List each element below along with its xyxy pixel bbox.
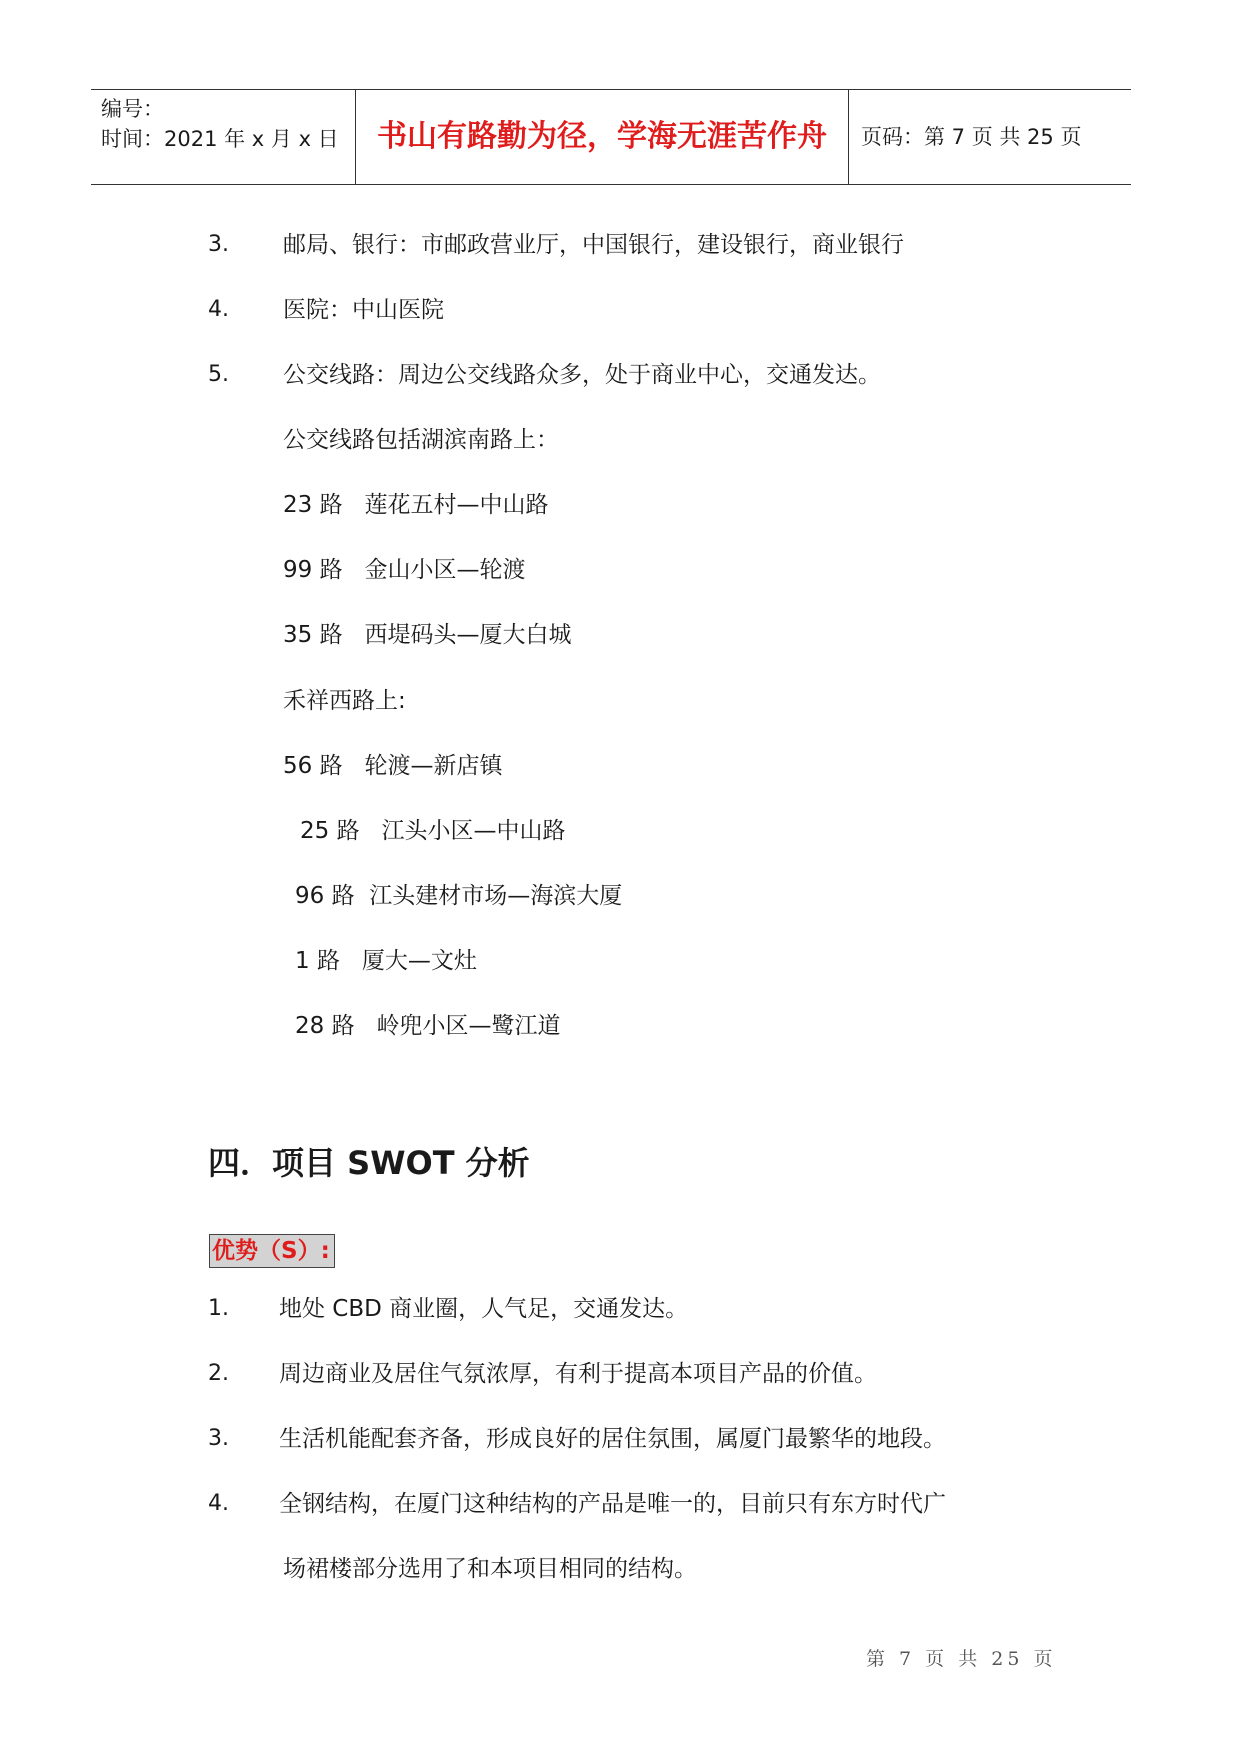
time-label: 时间：2021 年 x 月 x 日: [101, 127, 339, 151]
list-item-continuation: 场裙楼部分选用了和本项目相同的结构。: [283, 1556, 697, 1582]
strengths-label: 优势（S）:: [209, 1234, 335, 1268]
number-label: 编号：: [101, 97, 164, 121]
header-page-info: 页码：第 7 页 共 25 页: [861, 125, 1082, 149]
list-number: 1.: [208, 1296, 229, 1321]
bus-route: 35 路 西堤码头—厦大白城: [283, 622, 572, 648]
list-number: 4.: [208, 1491, 229, 1516]
list-number: 3.: [208, 1426, 229, 1451]
page-footer: 第 7 页 共 25 页: [866, 1648, 1057, 1670]
list-item: 全钢结构，在厦门这种结构的产品是唯一的，目前只有东方时代广: [279, 1491, 946, 1517]
header-motto: 书山有路勤为径，学海无涯苦作舟: [377, 119, 827, 154]
bus-route: 96 路 江头建材市场—海滨大厦: [295, 883, 623, 909]
bus-route: 23 路 莲花五村—中山路: [283, 492, 549, 518]
bus-route: 1 路 厦大—文灶: [295, 948, 477, 974]
header-meta: [101, 94, 339, 154]
bus-route: 56 路 轮渡—新店镇: [283, 753, 503, 779]
section-heading: 四．项目 SWOT 分析: [208, 1144, 530, 1182]
page-header: [91, 89, 1131, 185]
header-divider: [848, 90, 849, 184]
list-item: 周边商业及居住气氛浓厚，有利于提高本项目产品的价值。: [279, 1361, 877, 1387]
list-item: 公交线路：周边公交线路众多，处于商业中心，交通发达。: [283, 362, 881, 388]
list-item: 生活机能配套齐备，形成良好的居住氛围，属厦门最繁华的地段。: [279, 1426, 946, 1452]
list-item: 邮局、银行：市邮政营业厅，中国银行，建设银行，商业银行: [283, 232, 904, 258]
bus-route: 25 路 江头小区—中山路: [300, 818, 566, 844]
bus-route: 28 路 岭兜小区—鹭江道: [295, 1013, 561, 1039]
bus-intro: 公交线路包括湖滨南路上：: [283, 427, 559, 453]
list-number: 3.: [208, 232, 229, 257]
list-item: 医院：中山医院: [283, 297, 444, 323]
list-number: 4.: [208, 297, 229, 322]
bus-group-title: 禾祥西路上:: [283, 688, 406, 714]
list-number: 2.: [208, 1361, 229, 1386]
bus-route: 99 路 金山小区—轮渡: [283, 557, 526, 583]
list-number: 5.: [208, 362, 229, 387]
list-item: 地处 CBD 商业圈，人气足，交通发达。: [279, 1296, 689, 1322]
